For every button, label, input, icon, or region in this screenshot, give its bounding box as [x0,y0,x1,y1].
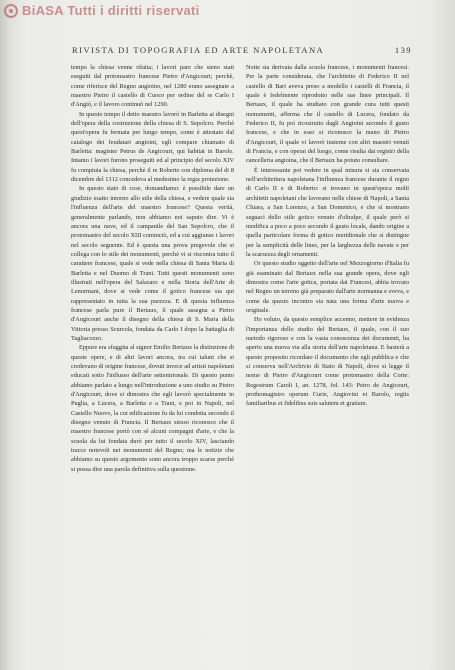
watermark [4,3,200,18]
right-paragraph: Ho voluto, da questo semplice accenno, mettere in evidenza l'importanza dello studio del Bertaux, il quale, con il suo metodo rigoroso e con la vasta conoscenza dei documenti, ha aperto una nuova via alla storia dell'arte napoletana. E basterà a questo proposito ricordare il documento che egli pubblica e che si conserva nell'Archivio di Stato di Napoli, dove si legge il nome di Pietro d'Angicourt come protomastro della Corte: Regestrum Caroli I, an. 1278, fol. 143: Petro de Angicourt, prothomagistro operum Curie, Angiovini et Barolo, regiis familiaribus et fidelibus suis salutem et gratiam. [246,316,409,408]
running-header [72,45,412,59]
left-paragraph: tempo la chiesa venne rifatta; i lavori pare che sieno stati eseguiti dal protomastro francese Pietro d'Angicourt; perchè, come riferisce del Regno angioino, nel 1280 erano assegnate a maestro Pietro il castello di Cuoco per ordine del re Carlo I d'Angiò, e il lavoro continuò nel 1290. [71,64,234,109]
watermark-text: BiASA Tutti i diritti riservati [22,3,200,18]
left-paragraph: Eppure era sfuggita al signor Emilio Bertaux la distinzione di queste opere, e di altri lavori ancora, tra cui taluni che si credevano di origine francese, dovuti invece ad artisti napoletani educati sotto l'influsso dell'arte settentrionale. Di questo punto abbiamo parlato a lungo nell'introduzione a uno studio su Pietro d'Angicourt, dove si dimostra che egli lavorò specialmente in Puglia, a Lucera, a Barletta e a Trani, e poi in Napoli, nel Castello Nuovo, la cui edificazione fu da lui condotta secondo il disegno venuto di Francia. Il Bertaux stesso riconosce che il maestro francese portò con sè alcuni compagni d'arte, e che la scuola da lui fondata durò per tutto il secolo XIV, lasciando tracce notevoli nei monumenti del Regno; ma le notizie che abbiamo su questo argomento sono ancora troppo scarse perchè si possa dire una parola definitiva sulla questione. [71,344,234,473]
right-paragraph: È interessante poi vedere in qual misura si sia conservata nell'architettura napoletana l'influenza francese durante il regno di Carlo II e di Roberto: si trovano in quest'epoca molti architetti napoletani che lavorano nelle chiese di Napoli, a Santa Chiara, a San Lorenzo, a San Domenico, e che si mostrano seguaci dello stile gotico venuto d'oltralpe, il quale però si modifica a poco a poco secondo il gusto locale, dando origine a quella particolare forma di gotico meridionale che si distingue per la semplicità delle linee, per la larghezza delle navate e per la scarsezza degli ornamenti. [246,166,409,258]
right-paragraph: Notte sia derivata dalla scuola francese, i monumenti francesi. Per la parte considerata, che l'architetto di Federico II nel castello di Bari aveva preso a modello i castelli di Francia, il quale è fedelmente riprodotto nelle sue linee principali. Il Bertaux, il quale ha studiato con grande cura tutti questi monumenti, afferma che il castello di Lucera, fondato da Federico II, fu poi ricostruito dagli Angioini secondo il gusto francese, e che in esso si riconosce la mano di Pietro d'Angicourt, il quale vi lavorò insieme con altri maestri venuti di Francia, e con operai del luogo, come risulta dai registri della cancelleria angioina, che il Bertaux ha potuto consultare. [246,64,409,165]
left-paragraph: In questo tempo il detto maestro lavorò in Barletta ai disegni dell'opera della costruzione della chiesa di S. Sepolcro. Perchè quest'opera fu fermata per lungo tempo, come è attestato dal catalogo dei feudatari angioini, egli compare chiamato di Barletta: magister Petrus de Angicourt, qui habitat in Barolo. Intanto i lavori furono proseguiti ed al principio del secolo XIV fu compiuta la chiesa, perchè il re Roberto con diploma del di 8 dicembre del 1312 concedeva al medesimo la regia protezione. [71,110,234,184]
page-number: 139 [394,45,412,55]
biasa-logo-icon [4,4,18,18]
running-title: RIVISTA DI TOPOGRAFIA ED ARTE NAPOLETANA [72,45,325,55]
left-paragraph: In questo stato di cose, domandiamo: è possibile dare un giudizio esatto intorno allo stile della chiesa, e vedere quale sia l'influenza dell'arte del maestro francese? Questa verità, generalmente parlando, non abbiamo noi saputo dire. Vi è ancora una nave, ed il campanile del San Sepolcro, che il protomastro del secolo XIII cominciò, ed a cui aggiunse i lavori nel secolo seguente. Ed è questa una prova pregevole che si collega con lo stile dei monumenti, perchè vi si riscontra tutto il carattere francese, quale si vede nella chiesa di Santa Maria di Barletta e nel Duomo di Trani. Tutti questi monumenti sono illustrati nell'opera del Salazaro e nella Storia dell'Arte di Lenormant, dove si vede come il gotico francese sia qui rappresentato in tutta la sua purezza. E di questa influenza francese parla pure il Bertaux, il quale assegna a Pietro d'Angicourt anche il disegno della chiesa di S. Maria della Vittoria presso Scurcola, fondata da Carlo I dopo la battaglia di Tagliacozzo. [71,185,234,342]
right-paragraph: Or questo studio oggetto dell'arte nel Mezzogiorno d'Italia fu già esaminato dal Bertaux nella sua grande opera, dove egli dimostra come l'arte gotica, portata dai Francesi, abbia trovato nel Regno un terreno già preparato dall'arte normanna e sveva, e come da questo incontro sia nata una forma d'arte nuova e originale. [246,260,409,314]
left-text-column [71,63,234,658]
page-fold-shadow [0,0,10,670]
right-text-column [246,63,409,658]
